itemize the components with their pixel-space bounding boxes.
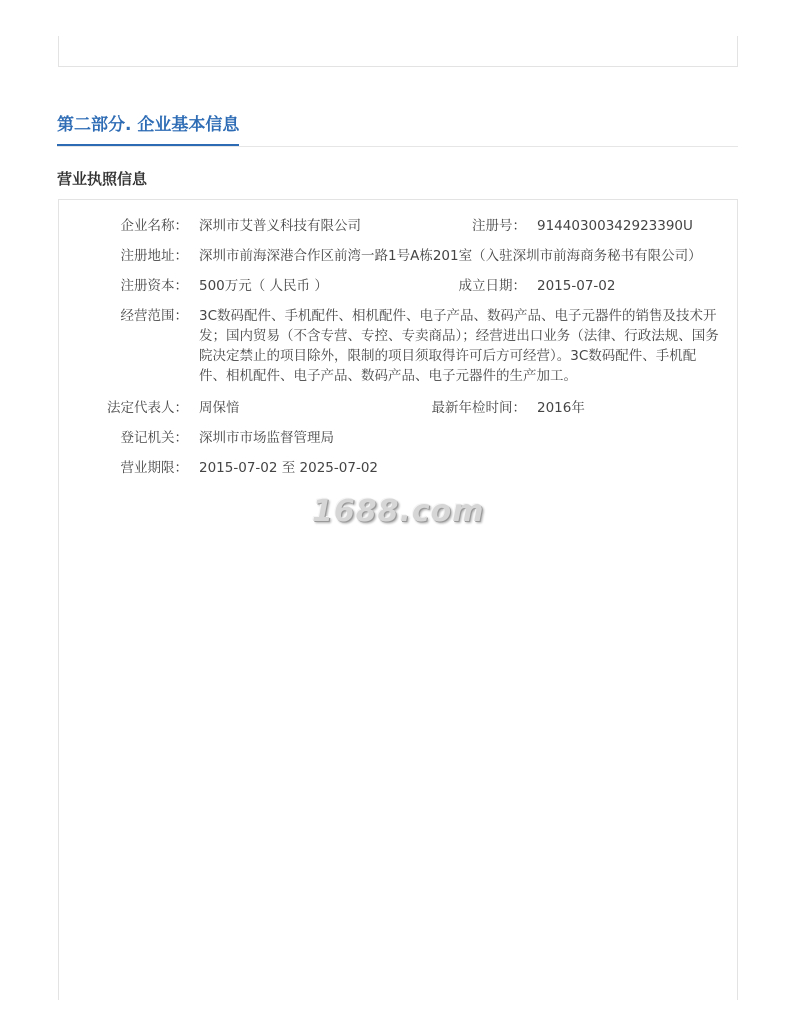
company-name-label: 企业名称： [120, 218, 188, 234]
scope-label: 经营范围： [120, 308, 188, 324]
scope-line: 发；国内贸易（不含专营、专控、专卖商品）；经营进出口业务（法律、行政法规、国务 [199, 328, 719, 344]
address-label: 注册地址： [120, 248, 188, 264]
scope-value [199, 306, 719, 386]
reg-no-value: 91440300342923390U [537, 218, 693, 234]
license-subtitle: 营业执照信息 [57, 170, 148, 188]
legal-rep-value: 周保愔 [199, 400, 240, 416]
term-label: 营业期限： [120, 460, 188, 476]
capital-value: 500万元（ 人民币 ） [199, 278, 328, 294]
address-value: 深圳市前海深港合作区前湾一路1号A栋201室（入驻深圳市前海商务秘书有限公司） [199, 248, 702, 264]
term-row [0, 458, 794, 478]
last-inspection-value: 2016年 [537, 400, 585, 416]
term-value: 2015-07-02 至 2025-07-02 [199, 460, 378, 476]
watermark-logo: 1688.com [312, 494, 485, 529]
authority-label: 登记机关： [120, 430, 188, 446]
reg-no-label: 注册号： [472, 218, 526, 234]
founded-label: 成立日期： [458, 278, 526, 294]
company-name-row [0, 216, 794, 236]
authority-row [0, 428, 794, 448]
scope-line: 件、相机配件、电子产品、数码产品、电子元器件的生产加工。 [199, 368, 577, 384]
address-row [0, 246, 794, 266]
scope-row [0, 306, 794, 390]
capital-label: 注册资本： [120, 278, 188, 294]
capital-row [0, 276, 794, 296]
legal-rep-row [0, 398, 794, 418]
section-title: 第二部分. 企业基本信息 [57, 114, 239, 146]
legal-rep-label: 法定代表人： [107, 400, 188, 416]
authority-value: 深圳市市场监督管理局 [199, 430, 334, 446]
section-divider [57, 146, 738, 147]
last-inspection-label: 最新年检时间： [431, 400, 526, 416]
scope-line: 院决定禁止的项目除外，限制的项目须取得许可后方可经营）。3C数码配件、手机配 [199, 348, 697, 364]
previous-section-box [58, 36, 738, 67]
company-name-value: 深圳市艾普义科技有限公司 [199, 218, 361, 234]
scope-line: 3C数码配件、手机配件、相机配件、电子产品、数码产品、电子元器件的销售及技术开 [199, 308, 717, 324]
founded-value: 2015-07-02 [537, 278, 616, 294]
